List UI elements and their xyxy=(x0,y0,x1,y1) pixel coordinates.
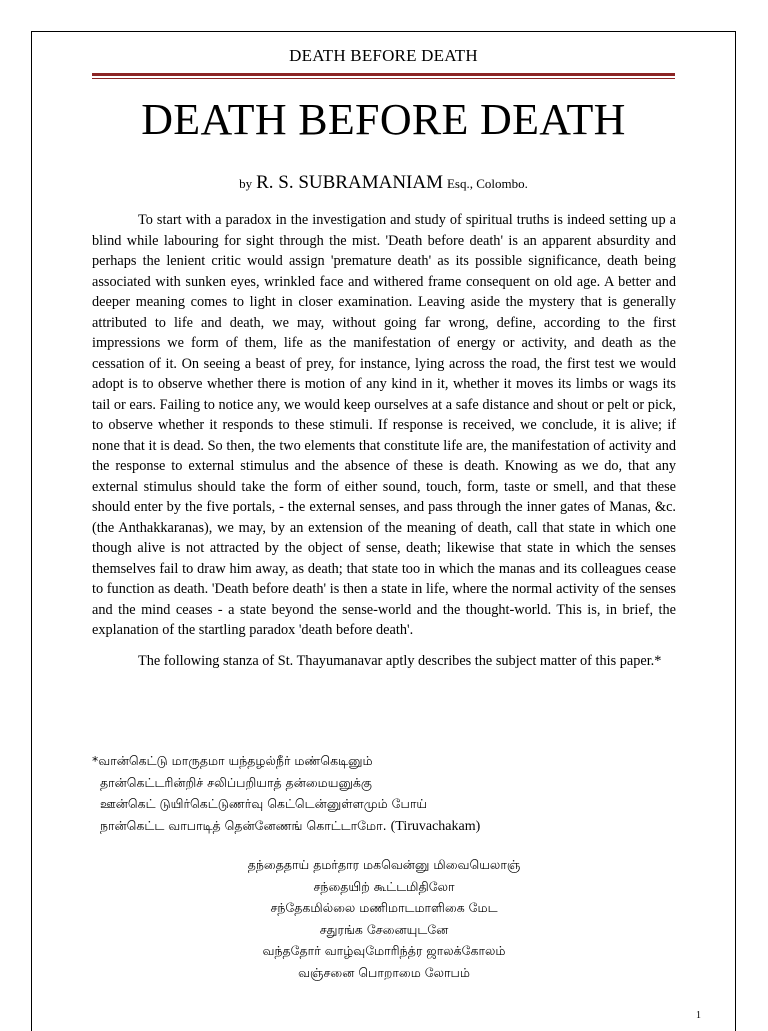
header-rule-thin xyxy=(92,78,675,79)
author-suffix: Esq., Colombo. xyxy=(446,176,528,191)
verse-line: *வான்கெட்டு மாருதமா யந்தழல்நீர் மண்கெடினும் xyxy=(92,753,373,768)
header-rule-thick xyxy=(92,73,675,76)
document-page xyxy=(31,31,736,1031)
stanza-line: வஞ்சனை பொறாமை லோபம் xyxy=(298,964,470,980)
running-header: DEATH BEFORE DEATH xyxy=(289,46,478,65)
verse-reference: (Tiruvachakam) xyxy=(390,818,481,834)
verse-line: தான்கெட்டரின்றிச் சலிப்பறியாத் தன்மையனுக்கு xyxy=(100,774,372,790)
article-body xyxy=(92,210,676,671)
stanza-line: சந்தேகமில்லை மணிமாடமாளிகை மேட xyxy=(270,900,498,915)
article-title: DEATH BEFORE DEATH xyxy=(141,95,626,144)
page-number: 1 xyxy=(696,1010,701,1021)
verse-line: ஊன்கெட் டுயிர்கெட்டுணர்வு கெட்டென்னுள்ளமும் போய் xyxy=(100,796,428,811)
verse-line-with-reference xyxy=(92,815,692,838)
stanza-line: சதுரங்க சேனையுடனே xyxy=(319,921,449,937)
stanza-line: வந்ததோர் வாழ்வுமோரிந்த்ர ஜாலக்கோலம் xyxy=(262,943,506,958)
tamil-verse xyxy=(92,750,692,837)
paragraph: The following stanza of St. Thayumanavar aptly describes the subject matter of this paper.* xyxy=(138,652,662,669)
verse-line: நான்கெட்ட வாபாடித் தென்னேணங் கொட்டாமோ. xyxy=(100,817,387,833)
author-name: R. S. SUBRAMANIAM xyxy=(256,172,443,193)
byline-by: by xyxy=(239,176,253,191)
paragraph: To start with a paradox in the investigation and study of spiritual truths is indeed setting up a blind while labouring for sight through the mist. 'Death before death' is an apparent absurdity and perhaps the lenient critic would assign 'premature death' as its possible significance, death being associated with sunken eyes, wrinkled face and withered frame consequent on old age. A better and deeper meaning comes to light in closer examination. Leaving aside the mystery that is generally attributed to life and death, we may, without going far wrong, define, according to the first impressions we form of them, life as the manifestation of energy or activity, and death as the cessation of it. On seeing a beast of prey, for instance, lying across the road, the first test we would adopt is to observe whether there is motion of any kind in it, whether it moves its limbs or wags its tail or ears. Failing to notice any, we would keep ourselves at a safe distance and shout or pelt or pick, to observe whether it responds to these stimuli. If response is received, we conclude, it is alive; if none that it is dead. So then, the two elements that constitute life are, the manifestation of activity and the response to external stimulus and the absence of these is death. Knowing as we do, that any external stimulus should take the form of either sound, touch, form, taste or smell, and that these should enter by the five portals, - the external senses, and pass through the inner gates of Manas, &c. (the Anthakkaranas), we may, by an extension of the meaning of death, call that state in which one though alive is not attracted by the object of sense, death; likewise that state in which the senses themselves fail to draw him away, as death; that state too in which the manas and its colleagues cease to function as death. 'Death before death' is then a state in life, where the normal activity of the senses and the mind ceases - a state beyond the sense-world and the thought-world. This is, in brief, the explanation of the startling paradox 'death before death'. xyxy=(92,212,676,638)
stanza-line: சந்தையிற் கூட்டமிதிலோ xyxy=(313,878,455,894)
byline xyxy=(32,172,735,194)
stanza-line: தந்தைதாய் தமர்தார மகவென்னு மிவையெலாஞ் xyxy=(247,857,521,872)
tamil-stanza xyxy=(92,854,676,983)
